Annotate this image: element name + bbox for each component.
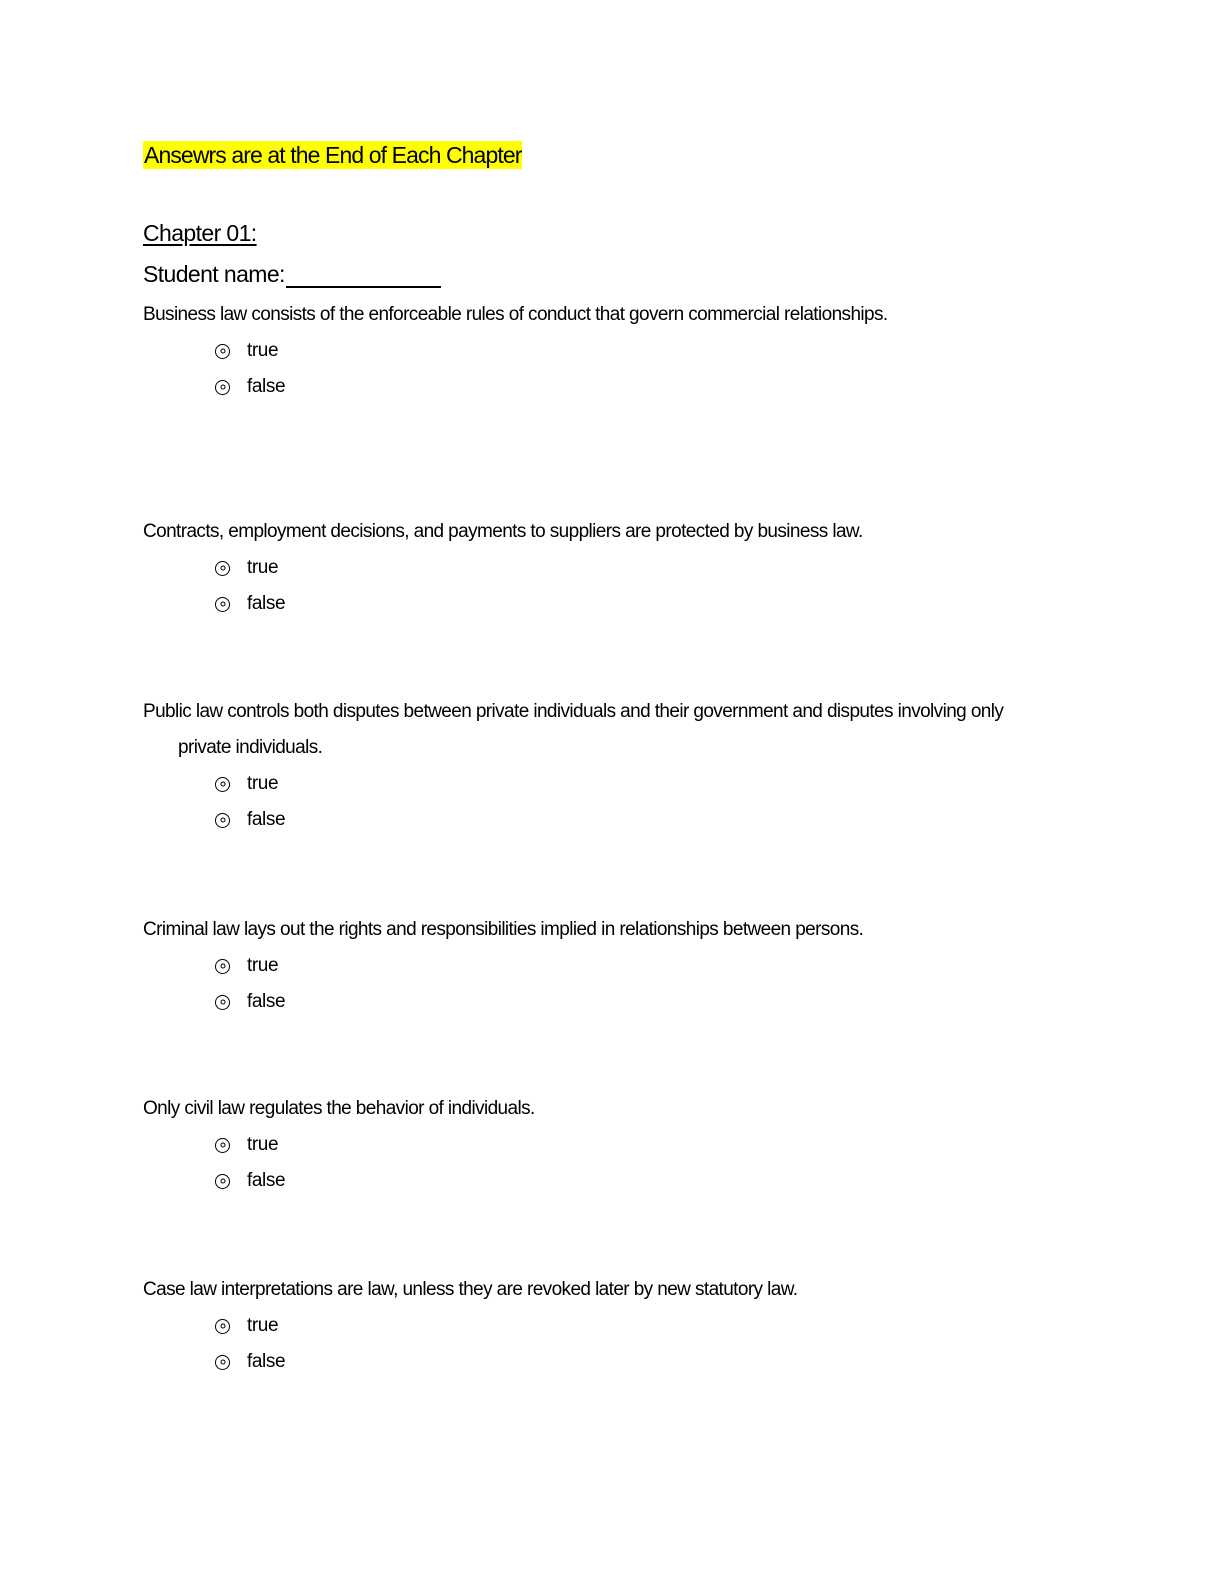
option-label: false xyxy=(247,593,286,614)
radio-button-icon[interactable] xyxy=(215,813,230,828)
question-3 xyxy=(143,694,1023,838)
option-true[interactable] xyxy=(143,550,1023,586)
option-label: true xyxy=(247,1134,279,1155)
radio-button-icon[interactable] xyxy=(215,1319,230,1334)
option-true[interactable] xyxy=(143,1127,1023,1163)
question-4 xyxy=(143,912,1023,1020)
question-text: Criminal law lays out the rights and responsibilities implied in relationships between persons. xyxy=(143,919,864,940)
chapter-heading: Chapter 01: xyxy=(143,220,257,246)
option-label: false xyxy=(247,1170,286,1191)
answer-options xyxy=(143,1308,1023,1380)
option-label: false xyxy=(247,991,286,1012)
option-true[interactable] xyxy=(143,766,1023,802)
question-text: Public law controls both disputes between private individuals and their government and disputes involving only private individuals. xyxy=(143,701,1004,758)
option-false[interactable] xyxy=(143,1344,1023,1380)
radio-button-icon[interactable] xyxy=(215,1138,230,1153)
option-label: true xyxy=(247,1315,279,1336)
radio-button-icon[interactable] xyxy=(215,777,230,792)
option-false[interactable] xyxy=(143,1163,1023,1199)
radio-button-icon[interactable] xyxy=(215,597,230,612)
answer-options xyxy=(143,333,1023,405)
radio-button-icon[interactable] xyxy=(215,959,230,974)
question-text: Business law consists of the enforceable rules of conduct that govern commercial relationships. xyxy=(143,304,888,325)
radio-button-icon[interactable] xyxy=(215,1174,230,1189)
option-label: false xyxy=(247,1351,286,1372)
student-name-field xyxy=(143,260,441,288)
question-2 xyxy=(143,514,1023,622)
option-true[interactable] xyxy=(143,948,1023,984)
option-label: true xyxy=(247,557,279,578)
option-label: false xyxy=(247,376,286,397)
option-label: true xyxy=(247,773,279,794)
option-true[interactable] xyxy=(143,1308,1023,1344)
option-label: true xyxy=(247,955,279,976)
student-name-blank-line[interactable] xyxy=(286,264,441,288)
option-true[interactable] xyxy=(143,333,1023,369)
answer-options xyxy=(143,948,1023,1020)
radio-button-icon[interactable] xyxy=(215,1355,230,1370)
radio-button-icon[interactable] xyxy=(215,995,230,1010)
question-6 xyxy=(143,1272,1023,1380)
option-false[interactable] xyxy=(143,586,1023,622)
option-label: true xyxy=(247,340,279,361)
question-5 xyxy=(143,1091,1023,1199)
option-false[interactable] xyxy=(143,984,1023,1020)
question-text: Contracts, employment decisions, and payments to suppliers are protected by business law. xyxy=(143,521,863,542)
question-text: Case law interpretations are law, unless they are revoked later by new statutory law. xyxy=(143,1279,798,1300)
question-1 xyxy=(143,297,1023,405)
answer-options xyxy=(143,766,1023,838)
option-label: false xyxy=(247,809,286,830)
answer-options xyxy=(143,1127,1023,1199)
radio-button-icon[interactable] xyxy=(215,344,230,359)
answer-options xyxy=(143,550,1023,622)
radio-button-icon[interactable] xyxy=(215,380,230,395)
option-false[interactable] xyxy=(143,369,1023,405)
question-text: Only civil law regulates the behavior of individuals. xyxy=(143,1098,535,1119)
answers-note-banner: Ansewrs are at the End of Each Chapter xyxy=(144,142,522,168)
option-false[interactable] xyxy=(143,802,1023,838)
radio-button-icon[interactable] xyxy=(215,561,230,576)
student-name-label: Student name: xyxy=(143,261,285,287)
